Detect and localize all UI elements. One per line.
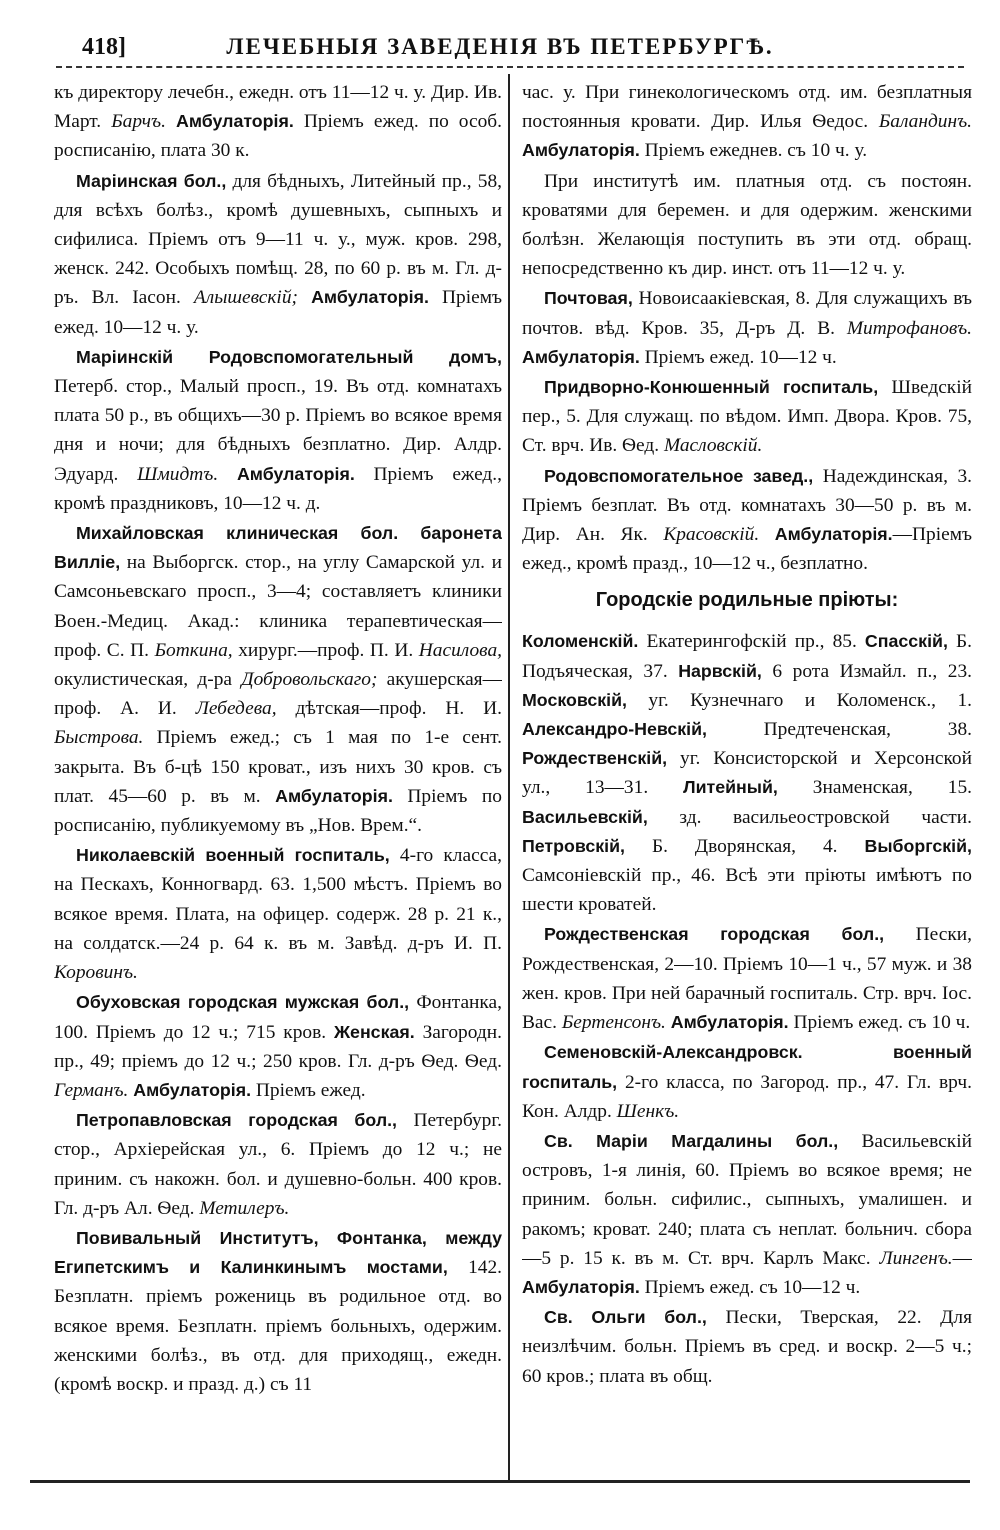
entry-text: Надеждинская, 3. Пріемъ безплат. Въ отд. комнатахъ 30—50 р. въ м. Дир. Ан. Як. (522, 465, 972, 546)
entry-text: Пріемъ ежед., кромѣ праздниковъ, 10—12 ч. д. (54, 463, 502, 514)
entry-bold-text: Маріинскій Родовспомогательный домъ, (76, 346, 502, 367)
entry-bold-text: Васильевскій, (522, 806, 648, 827)
entry-text: 4-го класса, на Пескахъ, Конногвард. 63. 1,500 мѣстъ. Пріемъ во всякое время. Плата, на офицер. содерж. 28 р. 21 к., на солдатск.—24 р. 64 к. въ м. Завѣд. д-ръ И. П. (54, 845, 502, 954)
directory-entry (54, 1224, 502, 1399)
entry-italic-name: Шенкъ. (616, 1100, 680, 1122)
entry-bold-text: Нарвскій, (678, 660, 762, 681)
entry-text: Пріемъ ежед. съ 10 ч. (788, 1012, 971, 1034)
directory-entry (522, 284, 972, 372)
entry-text: къ директору лечебн., ежедн. отъ 11—12 ч. у. Дир. Ив. Март. (54, 82, 502, 133)
entry-bold-text: Родовспомогательное завед., (544, 465, 814, 486)
right-column (522, 78, 972, 1478)
entry-bold-text: Повивальный Институтъ, Фонтанка, между Египетскимъ и Калинкинымъ мостами, (54, 1227, 502, 1278)
entry-bold-text: Маріинская бол., (76, 170, 227, 191)
entry-bold-text: Петровскій, (522, 835, 625, 856)
entry-italic-name: Красовскій. (663, 524, 760, 546)
directory-entry (522, 1127, 972, 1302)
entry-italic-name: Барчъ. (111, 111, 166, 133)
directory-entry (54, 78, 502, 166)
header-rule (56, 66, 964, 74)
entry-bold-text: Амбулаторія. (670, 1012, 789, 1033)
directory-entry (522, 920, 972, 1037)
entry-bold-text: Рождественскій, (522, 748, 668, 769)
entry-text: —Пріемъ ежед., кромѣ празд., 10—12 ч., безплатно. (522, 524, 972, 575)
entry-bold-text: Спасскій, (864, 631, 948, 652)
entry-italic-name: Масловскій. (663, 435, 763, 457)
entry-bold-text: Придворно-Конюшенный госпиталь, (544, 377, 879, 398)
entry-bold-text: Рождественская городская бол., (544, 924, 885, 945)
entry-bold-text: Коломенскій. (522, 631, 639, 652)
entry-text: Новоисаакіевская, 8. Для служащихъ въ почтов. вѣд. Кров. 35, Д-ръ Д. В. (522, 288, 972, 339)
entry-text: Пріемъ ежед. съ 10—12 ч. (639, 1276, 861, 1298)
entry-text: Екатерингофскій пр., 85. (638, 631, 865, 653)
page-title: ЛЕЧЕБНЫЯ ЗАВЕДЕНІЯ ВЪ ПЕТЕРБУРГѢ. (226, 34, 774, 59)
entry-bold-text: Выборгскій, (864, 835, 972, 856)
entry-bold-text: Амбулаторія. (774, 524, 893, 545)
column-divider (508, 74, 510, 1480)
entry-italic-name: Коровинъ. (54, 962, 138, 984)
entry-bold-text: Амбулаторія. (311, 287, 429, 308)
entry-text: — (952, 1247, 972, 1269)
entry-bold-text: Амбулаторія. (522, 140, 640, 161)
entry-bold-text: Амбулаторія. (236, 463, 355, 484)
entry-bold-text: Амбулаторія. (522, 346, 640, 367)
directory-entry (54, 988, 502, 1105)
entry-text: Пріемъ ежед.; съ 1 мая по 1-е сент. закрыта. Въ б-цѣ 150 кроват., изъ нихъ 30 кров. съ плат. 45—60 р. въ м. (54, 727, 502, 807)
entry-text (218, 464, 237, 485)
entry-text: Пріемъ ежед. по особ. росписанію, плата 30 к. (54, 111, 502, 162)
bottom-rule (30, 1480, 970, 1483)
entry-text: Пріемъ по росписанію, публикуемому въ „Нов. Врем.“. (54, 785, 502, 837)
entry-bold-text: Московскій, (522, 689, 627, 710)
entry-text: Пріемъ ежеднев. съ 10 ч. у. (639, 140, 868, 162)
entry-bold-text: Амбулаторія. (175, 111, 294, 132)
entry-text: уг. Консисторской и Херсонской ул., 13—31. (522, 748, 972, 799)
entry-text: на Выборгск. стор., на углу Самарской ул. и Самсоньевскаго просп., 3—4; составляетъ клиники Воен.-Медиц. Акад.: клиника терапевтическая—проф. С. П. (54, 552, 502, 661)
entry-text: акушерская—проф. А. И. (54, 669, 502, 720)
entry-italic-name: Митрофановъ. (846, 317, 972, 339)
entry-text: хирург.—проф. П. И. (232, 639, 419, 661)
entry-text: Васильевскій островъ, 1-я линія, 60. Пріемъ во всякое время; не приним. больн. сифилис., сыпныхъ, умалишен. и ракомъ; кроват. 240; плата съ неплат. больнич. сбора—5 р. 15 к. въ м. Ст. врч. Карлъ Макс. (522, 1130, 972, 1269)
directory-entry (522, 167, 972, 284)
entry-bold-text: Михайловская клиническая бол. баронета Виллie, (54, 523, 502, 573)
entry-bold-text: Амбулаторія. (133, 1079, 252, 1100)
directory-entry (54, 343, 502, 518)
entry-text: Пріемъ ежед. 10—12 ч. у. (54, 287, 502, 338)
entry-bold-text: Николаевскій военный госпиталь, (76, 845, 390, 866)
entry-text: Пріемъ ежед. 10—12 ч. (639, 346, 837, 368)
entry-bold-text: Литейный, (683, 777, 778, 798)
directory-entry (522, 1038, 972, 1126)
page-number: 418] (82, 34, 126, 60)
entry-text: 142. Безплатн. пріемъ рожениць въ родильное отд. во всякое время. Безплатн. пріемъ больныхъ, одержим. женскими болѣз., въ отд. для приходящ., ежедн. (кромѣ воскр. и празд. д.) съ 11 (54, 1257, 502, 1395)
entry-text: Пески, Рождественская, 2—10. Пріемъ 10—1 ч., 57 муж. и 38 жен. кров. При ней барачный госпиталь. Стр. врч. Іос. Вас. (522, 924, 972, 1034)
entry-bold-text: Женская. (333, 1021, 415, 1042)
directory-entry (54, 519, 502, 840)
entry-bold-text: Св. Ольги бол., (544, 1307, 707, 1328)
entry-text: для бѣдныхъ, Литейный пр., 58, для всѣхъ болѣз., кромѣ душевныхъ, сыпныхъ и сифилиса. Пріемъ отъ 9—11 ч. у., муж. кров. 298, женск. 242. Особыхъ помѣщ. 28, по 60 р. въ м. Гл. д-ръ. Вл. Іасон. (54, 170, 502, 309)
entry-text: час. у. При гинекологическомъ отд. им. безплатныя постоянныя кровати. Дир. Илья Ѳедос. (522, 82, 972, 133)
entry-text: окулистическая, д-ра (54, 669, 242, 691)
entry-italic-name: Шмидтъ. (137, 463, 219, 485)
entry-text: 6 рота Измайл. п., 23. (761, 660, 972, 682)
entry-bold-text: Амбулаторія. (522, 1276, 640, 1297)
entry-italic-name: Быстрова. (54, 727, 144, 749)
entry-bold-text: Обуховская городская мужская бол., (76, 992, 410, 1013)
entry-text: Б. Дворянская, 4. (624, 835, 865, 857)
entry-text: Б. Подъяческая, 37. (522, 631, 972, 682)
entry-text: уг. Кузнечнаго и Коломенск., 1. (626, 689, 972, 711)
entry-text (166, 111, 176, 132)
entry-italic-name: Метилеръ. (199, 1197, 290, 1219)
entry-text: Знаменская, 15. (777, 777, 972, 799)
entry-text: Фонтанка, 100. Пріемъ до 12 ч.; 715 кров. (54, 992, 502, 1043)
entry-text: Самсоніевскій пр., 46. Всѣ эти пріюты имѣютъ по шести кроватей. (522, 865, 972, 916)
entry-text (759, 524, 775, 545)
entry-italic-name: Лебедева, (195, 698, 277, 720)
entry-italic-name: Алышевскій; (193, 287, 298, 309)
directory-entry (522, 627, 972, 919)
section-heading: Городскіе родильные пріюты: (595, 589, 899, 612)
directory-entry (522, 1303, 972, 1391)
entry-bold-text: Почтовая, (544, 288, 633, 309)
directory-entry (54, 841, 502, 987)
entry-text: Шведскій пер., 5. Для служащ. по вѣдом. Имп. Двора. Кров. 75, Ст. врч. Ив. Ѳед. (522, 377, 972, 457)
entry-bold-text: Амбулаторія. (275, 785, 393, 806)
entry-italic-name: Боткина, (154, 639, 233, 661)
right-column-entries-bottom (522, 627, 972, 1390)
entry-bold-text: Семеновскій-Александровск. военный госпиталь, (522, 1042, 972, 1092)
entry-bold-text: Св. Маріи Магдалины бол., (544, 1130, 839, 1151)
directory-entry (522, 462, 972, 579)
entry-text: дѣтская—проф. Н. И. (276, 698, 502, 720)
entry-text: Пріемъ ежед. (251, 1079, 366, 1101)
entry-italic-name: Лингенъ. (879, 1247, 953, 1269)
entry-bold-text: Петропавловская городская бол., (76, 1110, 397, 1131)
entry-text: 2-го класса, по Загород. пр., 47. Гл. врч. Кон. Алдр. (522, 1071, 972, 1122)
directory-entry (522, 373, 972, 461)
entry-bold-text: Александро-Невскій, (522, 719, 707, 740)
page-header (36, 30, 964, 70)
entry-text: Петерб. стор., Малый просп., 19. Въ отд. комнатахъ плата 50 р., въ общихъ—30 р. Пріемъ во всякое время дня и ночи; для бѣдныхъ безплатно. Дир. Алдр. Эдуард. (54, 376, 502, 485)
entry-italic-name: Добровольскаго; (241, 669, 378, 691)
left-column (54, 78, 502, 1478)
directory-entry (54, 1106, 502, 1223)
entry-text: Загородн. пр., 49; пріемъ до 12 ч.; 250 кров. Гл. д-ръ Ѳед. Ѳед. (54, 1021, 502, 1072)
entry-italic-name: Насилова, (418, 639, 502, 661)
directory-entry (522, 78, 972, 166)
entry-text: зд. васильеостровской части. (647, 806, 972, 828)
entry-italic-name: Германъ. (54, 1079, 129, 1101)
entry-text: При институтѣ им. платныя отд. съ постоян. кроватями для беремен. и для одержим. женскими болѣзн. Желающія поступить въ эти отд. обращ. непосредственно къ дир. инст. отъ 11—12 ч. у. (522, 170, 972, 280)
right-column-entries-top (522, 78, 972, 578)
entry-text: Пески, Тверская, 22. Для неизлѣчим. больн. Пріемъ въ сред. и воскр. 2—5 ч.; 60 кров.; плата въ общ. (522, 1307, 972, 1387)
entry-italic-name: Бертенсонъ. (561, 1012, 666, 1034)
entry-text: Предтеченская, 38. (706, 719, 972, 741)
entry-text (298, 287, 311, 308)
entry-text: Петербург. стор., Архіерейская ул., 6. Пріемъ до 12 ч.; не приним. съ накожн. бол. и душевно-больн. 400 кров. Гл. д-ръ Ал. Ѳед. (54, 1110, 502, 1219)
directory-entry (54, 167, 502, 342)
entry-italic-name: Баландинъ. (878, 111, 972, 133)
